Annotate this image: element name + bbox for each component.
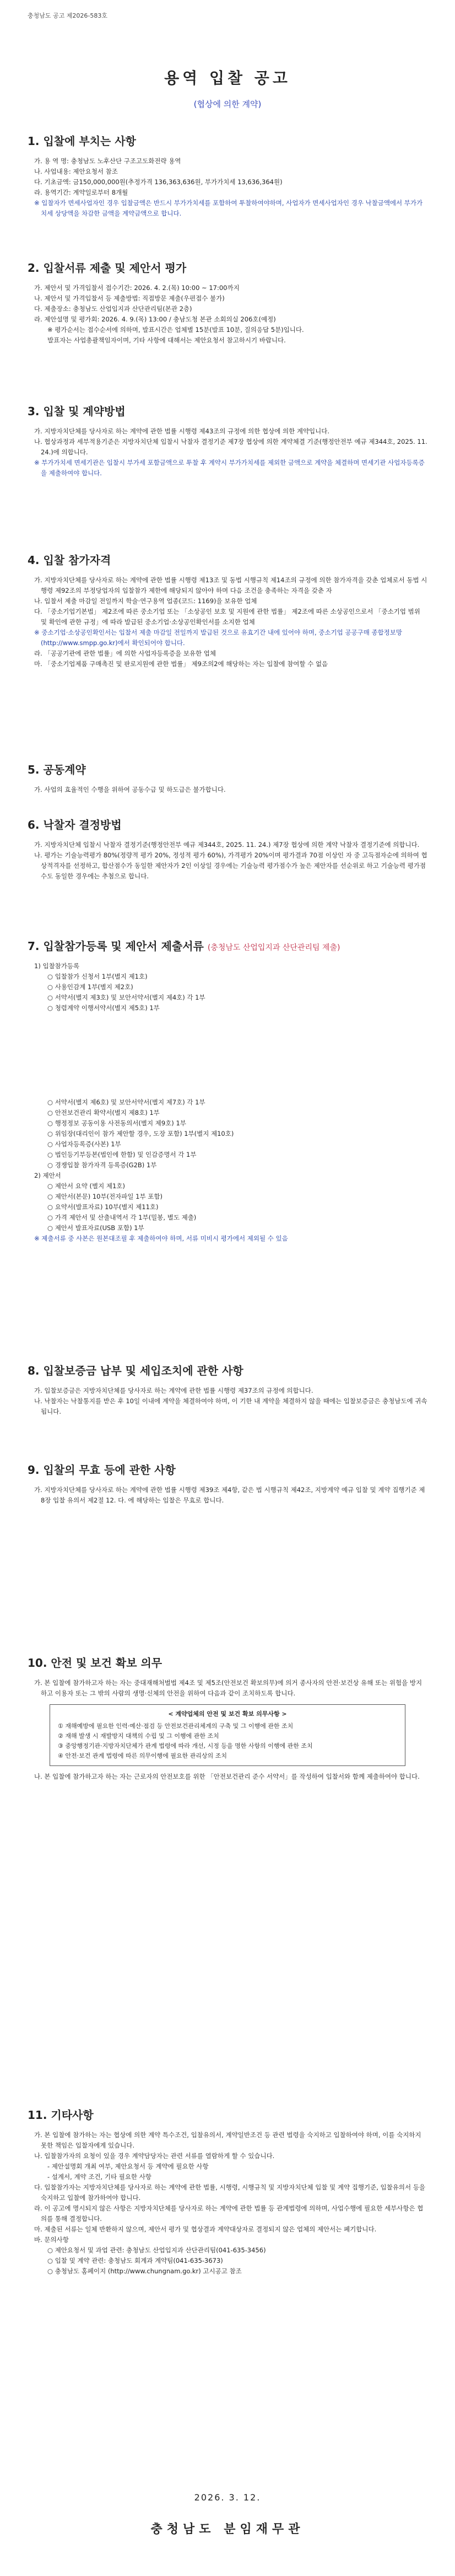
list-item: ○ 입찰참가 신청서 1부(별지 제1호) <box>47 973 148 980</box>
list-item: 가. 지방자치단체 입찰시 낙찰자 결정기준(행정안전부 예규 제344호, 2025. 11. 24.) 제7장 협상에 의한 계약 낙찰자 결정기준에 의합니다. <box>34 841 420 849</box>
section-heading: 4. 입찰 참가자격 <box>28 554 111 567</box>
section-1 <box>28 132 427 219</box>
list-item: 가. 제안서 및 가격입찰서 접수기간: 2026. 4. 2.(목) 10:00 ~ 17:00까지 <box>34 284 240 292</box>
list-item: ○ 경쟁입찰 참가자격 등록증(G2B) 1부 <box>47 1161 157 1169</box>
list-item: 마. 제출된 서류는 일체 반환하지 않으며, 제안서 평가 및 협상결과 계약대상자로 결정되지 않은 업체의 제안서는 폐기합니다. <box>34 2225 377 2233</box>
list-item: 가. 지방자치단체를 당사자로 하는 계약에 관한 법률 시행령 제13조 및 동법 시행규칙 제14조의 규정에 의한 참가자격을 갖춘 업체로서 동법 시행령 제92조의 부정당업자의 입찰참가 제한에 해당되지 않아야 하며 다음 조건을 충족하는 자격을 갖춘 자 <box>34 576 427 594</box>
list-subitem: - 제안설명회 개최 여부, 제안요청서 등 계약에 필요한 사항 <box>47 2162 209 2170</box>
list-item: 가. 용 역 명: 충청남도 노후산단 구조고도화전략 용역 <box>34 157 181 165</box>
section-heading: 9. 입찰의 무효 등에 관한 사항 <box>28 1463 176 1477</box>
list-item: 가. 지방자치단체를 당사자로 하는 계약에 관한 법률 시행령 제39조 제4항, 같은 법 시행규칙 제42조, 지방계약 예규 입찰 및 계약 집행기준 제8장 입찰 유의서 제2절 12. 다. 에 해당하는 입찰은 무효로 합니다. <box>34 1486 425 1504</box>
subsection-heading: 2) 제안서 <box>34 1172 61 1179</box>
list-item: 다. 기초금액: 금150,000,000원(추정가격 136,363,636원, 부가가치세 13,636,364원) <box>34 178 283 186</box>
contact-item: ○ 제안요청서 및 과업 관련: 충청남도 산업입지과 산단관리팀(041-635-3456) <box>47 2246 266 2254</box>
contact-item: ○ 충청남도 홈페이지 (http://www.chungnam.go.kr) 고시공고 참조 <box>47 2267 242 2275</box>
notice-date: 2026. 3. 12. <box>194 2492 261 2503</box>
list-item: ○ 서약서(별지 제3호) 및 보안서약서(별지 제4호) 각 1부 <box>47 994 205 1001</box>
section-heading: 6. 낙찰자 결정방법 <box>28 818 122 831</box>
list-item: 라. 이 공고에 명시되지 않은 사항은 지방자치단체를 당사자로 하는 계약에 관한 법률 등 관계법령에 의하며, 사업수행에 필요한 세부사항은 협의를 통해 결정합니다. <box>34 2204 424 2223</box>
section-heading-highlight: (충청남도 산업입지과 산단관리팀 제출) <box>207 943 340 952</box>
section-2 <box>28 259 427 346</box>
note: ※ 평가순서는 접수순서에 의하며, 발표시간은 업체별 15분(발표 10분, 질의응답 5분)입니다. <box>47 326 304 334</box>
list-item: 가. 본 입찰에 참가하는 자는 협상에 의한 계약 특수조건, 입찰유의서, 계약일반조건 등 관련 법령을 숙지하고 입찰하여야 하며, 이를 숙지하지 못한 책임은 입찰자에게 있습니다. <box>34 2131 421 2149</box>
section-heading-text: 7. 입찰참가등록 및 제안서 제출서류 <box>28 940 204 953</box>
list-item: 나. 협상과정과 세부적용기준은 지방자치단체 입찰시 낙찰자 결정기준 제7장 협상에 의한 계약체결 기준(행정안전부 예규 제344호, 2025. 11. 24.)에 의합니다. <box>34 438 427 456</box>
note: ※ 중소기업·소상공인확인서는 입찰서 제출 마감일 전일까지 발급된 것으로 유효기간 내에 있어야 하며, 중소기업 공공구매 종합정보망(http://www.smpp.go.kr)에서 확인되어야 합니다. <box>34 629 403 647</box>
note: ※ 제출서류 중 사본은 원본대조필 후 제출하여야 하며, 서류 미비시 평가에서 제외될 수 있음 <box>34 1235 288 1242</box>
list-item: 가. 사업의 효율적인 수행을 위하여 공동수급 및 하도급은 불가합니다. <box>34 786 226 793</box>
list-item: ○ 가격 제안서 및 산출내역서 각 1부(밀봉, 별도 제출) <box>47 1214 197 1221</box>
box-item: ② 재해 발생 시 재발방지 대책의 수립 및 그 이행에 관한 조치 <box>58 1732 219 1740</box>
list-item: ○ 사업자등록증(사본) 1부 <box>47 1140 121 1148</box>
section-3 <box>28 402 427 479</box>
list-item: ○ 제안서(본문) 10부(전자파일 1부 포함) <box>47 1193 162 1200</box>
section-11 <box>28 2106 427 2277</box>
section-heading <box>28 937 427 953</box>
note: ※ 부가가치세 면세기관은 입찰시 부가세 포함금액으로 투찰 후 계약시 부가가치세를 제외한 금액으로 계약을 체결하며 면세기관 사업자등록증을 제출하여야 합니다. <box>34 459 425 477</box>
list-subitem: - 설계서, 계약 조건, 기타 필요한 사항 <box>47 2173 151 2181</box>
list-item: ○ 안전보건관리 확약서(별지 제8호) 1부 <box>47 1109 160 1117</box>
list-item: 다. 「중소기업기본법」 제2조에 따른 중소기업 또는 「소상공인 보호 및 지원에 관한 법률」 제2조에 따른 소상공인으로서 「중소기업 범위 및 확인에 관한 규정」에 따라 발급된 중소기업·소상공인확인서를 소지한 업체 <box>34 608 420 626</box>
section-heading: 8. 입찰보증금 납부 및 세입조치에 관한 사항 <box>28 1364 243 1377</box>
list-item: ○ 요약서(발표자료) 10부(별지 제11호) <box>47 1203 159 1211</box>
issuer-name: 충청남도 분임재무관 <box>150 2523 305 2536</box>
section-heading: 11. 기타사항 <box>28 2108 94 2122</box>
list-item: 나. 입찰서 제출 마감일 전일까지 학술·연구용역 업종(코드: 1169)을 보유한 업체 <box>34 597 257 605</box>
subsection-heading: 1) 입찰참가등록 <box>34 962 80 970</box>
list-item: 나. 제안서 및 가격입찰서 등 제출방법: 직접방문 제출(우편접수 불가) <box>34 294 225 302</box>
list-item: 나. 평가는 기술능력평가 80%(정량적 평가 20%, 정성적 평가 60%), 가격평가 20%이며 평가결과 70점 이상인 자 중 고득점자순에 의하여 협상적격자를 선정하고, 합산점수가 동일한 제안자가 2인 이상일 경우에는 기술능력 평가점수가 높은 제안자를 선순위로 하고 기술능력 평가점수도 동일한 경우에는 추첨으로 합니다. <box>34 851 427 880</box>
section-9 <box>28 1461 427 1506</box>
section-5 <box>28 761 427 795</box>
list-item: 다. 제출장소: 충청남도 산업입지과 산단관리팀(본관 2층) <box>34 305 192 313</box>
section-heading: 5. 공동계약 <box>28 763 86 776</box>
list-item: ○ 위임장(대리인이 참가 제안할 경우, 도장 포함) 1부(별지 제10호) <box>47 1130 234 1137</box>
list-item: ○ 사용인감계 1부(별지 제2호) <box>47 983 133 991</box>
list-item: 바. 문의사항 <box>34 2236 69 2244</box>
box-item: ① 재해예방에 필요한 인력·예산·점검 등 안전보건관리체계의 구축 및 그 이행에 관한 조치 <box>58 1722 294 1730</box>
section-heading: 2. 입찰서류 제출 및 제안서 평가 <box>28 261 187 275</box>
box-item: ③ 중앙행정기관·지방자치단체가 관계 법령에 따라 개선, 시정 등을 명한 사항의 이행에 관한 조치 <box>58 1742 313 1749</box>
obligations-box <box>50 1704 405 1766</box>
list-item: 라. 제안설명 및 평가회: 2026. 4. 9.(목) 13:00 / 충남도청 본관 소회의실 206호(예정) <box>34 315 276 323</box>
page-subtitle: (협상에 의한 계약) <box>193 99 262 109</box>
list-item: 나. 사업내용: 제안요청서 참조 <box>34 168 118 175</box>
section-heading: 10. 안전 및 보건 확보 의무 <box>28 1656 162 1670</box>
list-item: ○ 제안서 발표자료(USB 포함) 1부 <box>47 1224 144 1232</box>
note: ※ 입찰자가 면세사업자인 경우 입찰금액은 반드시 부가가치세를 포함하여 투찰하여야하며, 사업자가 면세사업자인 경우 낙찰금액에서 부가가치세 상당액을 차감한 금액을 계약금액으로 합니다. <box>34 199 423 217</box>
notice-number: 충청남도 공고 제2026-583호 <box>28 12 107 19</box>
list-item: 나. 본 입찰에 참가하고자 하는 자는 근로자의 안전보호를 위한 「안전보건관리 준수 서약서」를 작성하여 입찰서와 함께 제출하여야 합니다. <box>34 1773 420 1780</box>
list-item: 라. 「공공기관에 관한 법률」에 의한 사업자등록증을 보유한 업체 <box>34 650 216 657</box>
page-title: 용역 입찰 공고 <box>164 69 291 87</box>
list-item: 다. 입찰참가자는 지방자치단체를 당사자로 하는 계약에 관한 법률, 시행령, 시행규칙 및 지방자치단체 입찰 및 계약 집행기준, 입찰유의서 등을 숙지하고 입찰에 참가하여야 합니다. <box>34 2183 425 2202</box>
list-item: ○ 청렴계약 이행서약서(별지 제5호) 1부 <box>47 1004 160 1012</box>
list-item: 가. 입찰보증금은 지방자치단체를 당사자로 하는 계약에 관한 법률 시행령 제37조의 규정에 의합니다. <box>34 1387 313 1394</box>
section-heading: 1. 입찰에 부치는 사항 <box>28 135 136 148</box>
section-7-continued <box>28 1097 427 1244</box>
note: 발표자는 사업총괄책임자이며, 기타 사항에 대해서는 제안요청서 참고하시기 바랍니다. <box>47 336 286 344</box>
list-item: 가. 지방자치단체를 당사자로 하는 계약에 관한 법률 시행령 제43조의 규정에 의한 협상에 의한 계약입니다. <box>34 427 330 435</box>
section-8 <box>28 1362 427 1417</box>
section-7 <box>28 937 427 1013</box>
list-item: ○ 법인등기부등본(법인에 한함) 및 인감증명서 각 1부 <box>47 1151 197 1158</box>
list-item: 마. 「중소기업제품 구매촉진 및 판로지원에 관한 법률」 제9조의2에 해당하는 자는 입찰에 참여할 수 없음 <box>34 660 328 668</box>
contact-item: ○ 입찰 및 계약 관련: 충청남도 회계과 계약팀(041-635-3673) <box>47 2257 223 2264</box>
list-item: ○ 제안서 요약 (별지 제1호) <box>47 1182 125 1190</box>
list-item: ○ 행정정보 공동이용 사전동의서(별지 제9호) 1부 <box>47 1119 186 1127</box>
box-item: ④ 안전·보건 관계 법령에 따른 의무이행에 필요한 관리상의 조치 <box>58 1752 227 1759</box>
section-heading: 3. 입찰 및 계약방법 <box>28 405 126 418</box>
section-6 <box>28 816 427 882</box>
list-item: 나. 입찰참가자의 요청이 있을 경우 계약담당자는 관련 서류를 열람하게 할 수 있습니다. <box>34 2152 275 2160</box>
list-item: ○ 서약서(별지 제6호) 및 보안서약서(별지 제7호) 각 1부 <box>47 1098 205 1106</box>
box-heading: < 계약업체의 안전 및 보건 확보 의무사항 > <box>168 1710 287 1718</box>
section-4 <box>28 551 427 669</box>
list-item: 나. 낙찰자는 낙찰통지를 받은 후 10일 이내에 계약을 체결하여야 하며, 이 기한 내 계약을 체결하지 않을 때에는 입찰보증금은 충청남도에 귀속됩니다. <box>34 1397 427 1415</box>
list-item: 라. 용역기간: 계약일로부터 8개월 <box>34 189 128 196</box>
list-item: 가. 본 입찰에 참가하고자 하는 자는 중대재해처벌법 제4조 및 제5조(안전보건 확보의무)에 의거 종사자의 안전·보건상 유해 또는 위험을 방지하고 이용자 또는 그 밖의 사람의 생명·신체의 안전을 위하여 다음과 같이 조치하도록 합니다. <box>34 1679 422 1697</box>
section-10 <box>28 1654 427 1782</box>
